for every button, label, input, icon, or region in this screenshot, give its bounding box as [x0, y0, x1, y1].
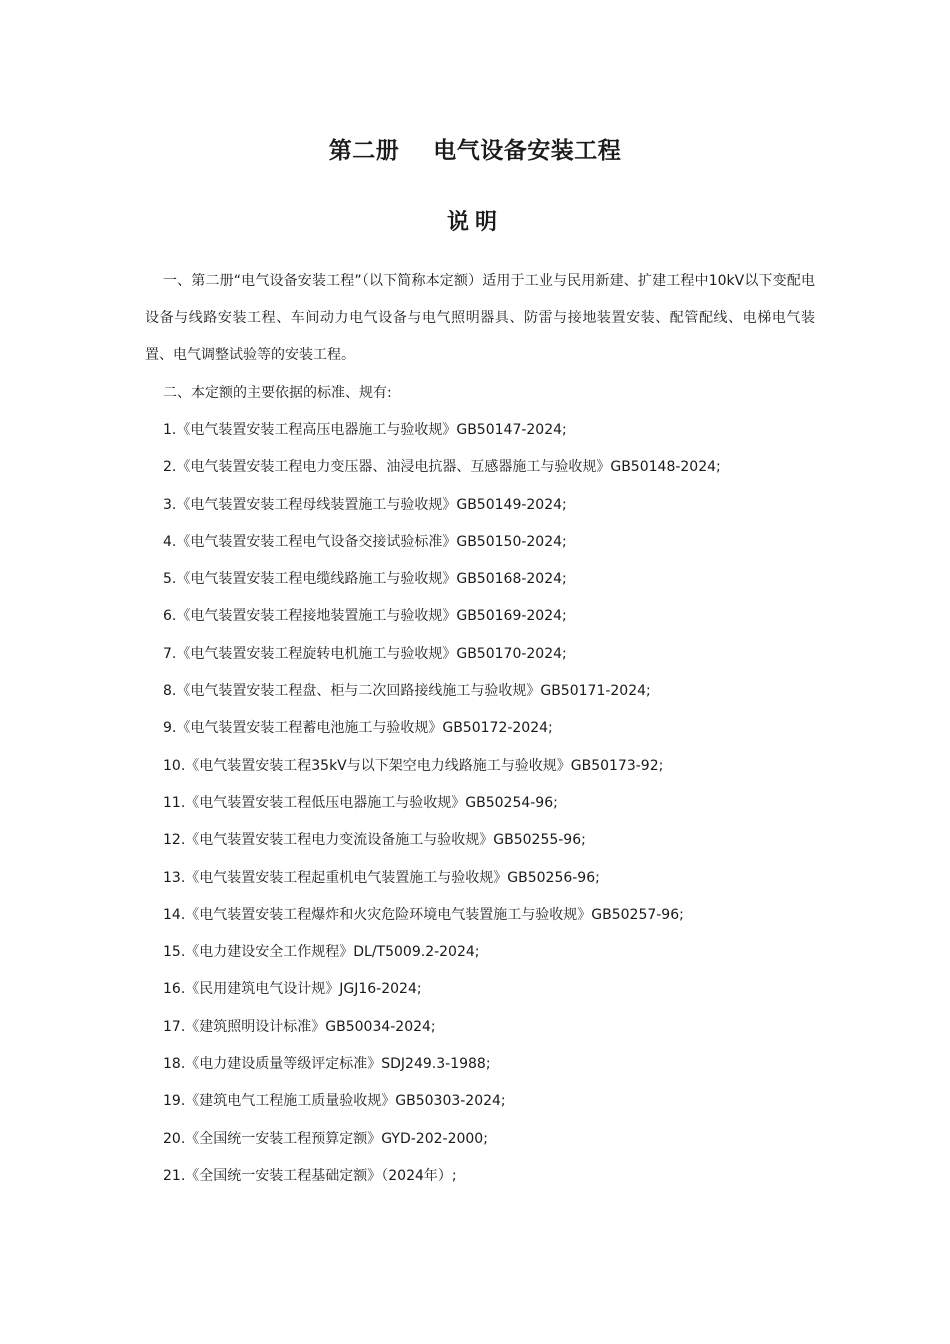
reference-item: 4.《电气装置安装工程电气设备交接试验标准》GB50150-2024;	[163, 533, 567, 550]
reference-item: 2.《电气装置安装工程电力变压器、油浸电抗器、互感器施工与验收规》GB50148-2024;	[163, 459, 721, 476]
reference-item: 5.《电气装置安装工程电缆线路施工与验收规》GB50168-2024;	[163, 571, 567, 588]
reference-item: 14.《电气装置安装工程爆炸和火灾危险环境电气装置施工与验收规》GB50257-96;	[163, 906, 684, 923]
reference-item: 12.《电气装置安装工程电力变流设备施工与验收规》GB50255-96;	[163, 832, 586, 849]
reference-item: 9.《电气装置安装工程蓄电池施工与验收规》GB50172-2024;	[163, 720, 553, 737]
section-heading: 说明	[446, 210, 503, 235]
reference-item: 11.《电气装置安装工程低压电器施工与验收规》GB50254-96;	[163, 794, 558, 811]
reference-item: 21.《全国统一安装工程基础定额》（2024年）;	[163, 1167, 457, 1184]
reference-item: 1.《电气装置安装工程高压电器施工与验收规》GB50147-2024;	[163, 422, 567, 438]
reference-item: 10.《电气装置安装工程35kV与以下架空电力线路施工与验收规》GB50173-92;	[163, 757, 664, 774]
volume-title: 第二册 电气设备安装工程	[328, 138, 622, 164]
reference-item: 8.《电气装置安装工程盘、柜与二次回路接线施工与验收规》GB50171-2024;	[163, 683, 651, 700]
reference-item: 7.《电气装置安装工程旋转电机施工与验收规》GB50170-2024;	[163, 645, 567, 662]
reference-item: 20.《全国统一安装工程预算定额》GYD-202-2000;	[163, 1130, 488, 1147]
reference-item: 16.《民用建筑电气设计规》JGJ16-2024;	[163, 981, 422, 998]
reference-list	[163, 412, 721, 1195]
reference-item: 15.《电力建设安全工作规程》DL/T5009.2-2024;	[163, 944, 480, 961]
reference-item: 13.《电气装置安装工程起重机电气装置施工与验收规》GB50256-96;	[163, 869, 600, 886]
reference-item: 3.《电气装置安装工程母线装置施工与验收规》GB50149-2024;	[163, 496, 567, 513]
scope-paragraph: 一、第二册“电气设备安装工程”（以下简称本定额）适用于工业与民用新建、扩建工程中10kV以下变配电设备与线路安装工程、车间动力电气设备与电气照明器具、防雷与接地装置安装、配管配线、电梯电气装置、电气调整试验等的安装工程。	[145, 273, 815, 363]
reference-item: 6.《电气装置安装工程接地装置施工与验收规》GB50169-2024;	[163, 608, 567, 625]
basis-paragraph: 二、本定额的主要依据的标准、规有:	[163, 385, 392, 401]
reference-item: 18.《电力建设质量等级评定标准》SDJ249.3-1988;	[163, 1056, 491, 1073]
reference-item: 19.《建筑电气工程施工质量验收规》GB50303-2024;	[163, 1093, 506, 1110]
reference-item: 17.《建筑照明设计标准》GB50034-2024;	[163, 1018, 436, 1035]
